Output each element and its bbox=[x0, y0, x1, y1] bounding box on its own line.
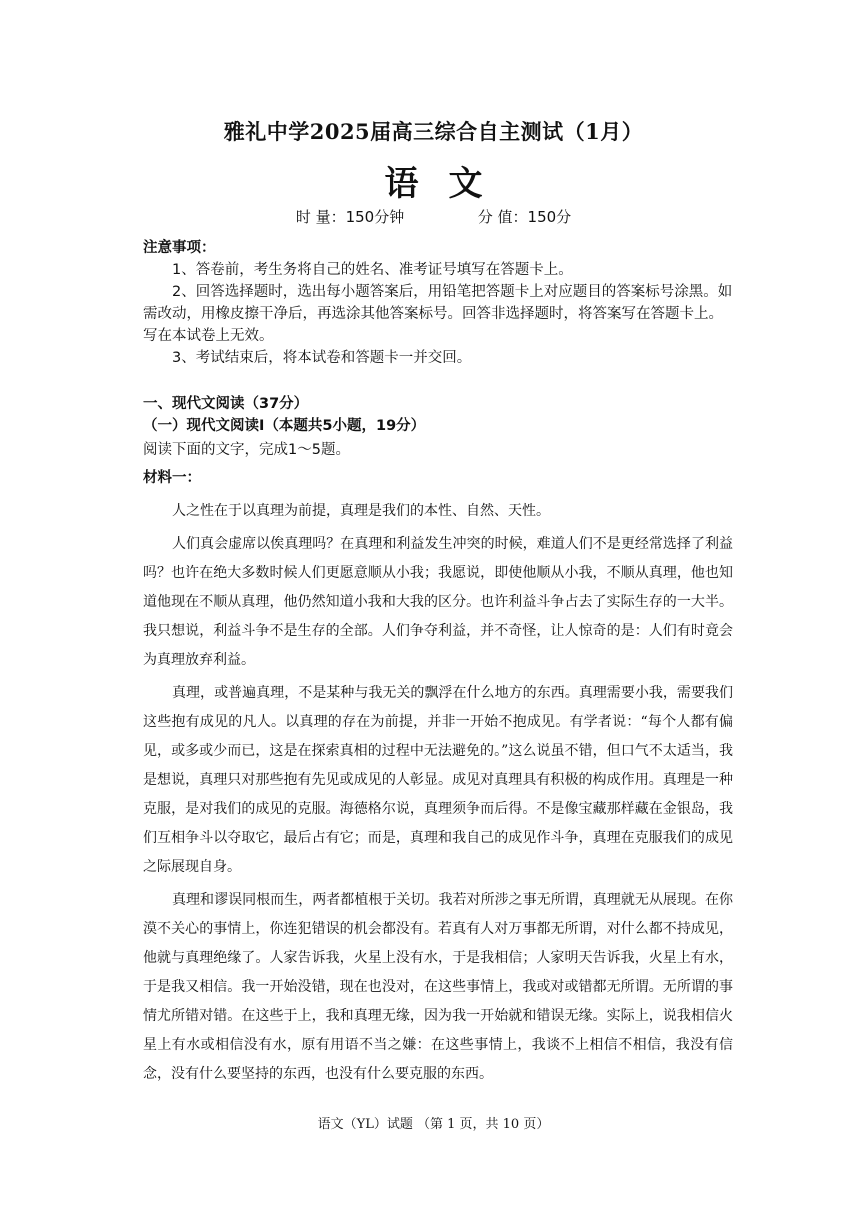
material-label: 材料一： bbox=[143, 470, 201, 486]
article-paragraph: 人们真会虚席以俟真理吗？在真理和利益发生冲突的时候，难道人们不是更经常选择了利益吗？也许在绝大多数时候人们更愿意顺从小我；我愿说，即使他顺从小我，不顺从真理，他也知道他现在不顺从真理，他仍然知道小我和大我的区分。也许利益斗争占去了实际生存的一大半。我只想说，利益斗争不是生存的全部。人们争夺利益，并不奇怪，让人惊奇的是：人们有时竟会为真理放弃利益。 bbox=[143, 536, 733, 668]
section-heading: 一、现代文阅读（37分） bbox=[143, 396, 309, 412]
time-label: 时 量：150分钟 bbox=[295, 208, 405, 226]
notice-block bbox=[143, 237, 733, 369]
article-paragraph: 真理，或普遍真理，不是某种与我无关的飘浮在什么地方的东西。真理需要小我，需要我们这些抱有成见的凡人。以真理的存在为前提，并非一开始不抱成见。有学者说：“每个人都有偏见，或多或少而已，这是在探索真相的过程中无法避免的。”这么说虽不错，但口气不太适当，我是想说，真理只对那些抱有先见或成见的人彰显。成见对真理具有积极的构成作用。真理是一种克服，是对我们的成见的克服。海德格尔说，真理须争而后得。不是像宝藏那样藏在金银岛，我们互相争斗以夺取它，最后占有它；而是，真理和我自己的成见作斗争，真理在克服我们的成见之际展现自身。 bbox=[143, 685, 733, 875]
subject-title: 语文 bbox=[384, 164, 513, 204]
article-body bbox=[143, 497, 733, 1093]
notice-item: 1、答卷前，考生务将自己的姓名、准考证号填写在答题卡上。 bbox=[172, 262, 573, 278]
exam-title: 雅礼中学2025届高三综合自主测试（1月） bbox=[223, 119, 644, 144]
article-paragraph: 真理和谬误同根而生，两者都植根于关切。我若对所涉之事无所谓，真理就无从展现。在你漠不关心的事情上，你连犯错误的机会都没有。若真有人对万事都无所谓，对什么都不持成见，他就与真理绝缘了。人家告诉我，火星上没有水，于是我相信；人家明天告诉我，火星上有水，于是我又相信。我一开始没错，现在也没对，在这些事情上，我或对或错都无所谓。无所谓的事情尤所错对错。在这些于上，我和真理无缘，因为我一开始就和错误无缘。实际上，说我相信火星上有水或相信没有水，原有用语不当之嫌：在这些事情上，我谈不上相信不相信，我没有信念，没有什么要坚持的东西，也没有什么要克服的东西。 bbox=[143, 892, 733, 1082]
notice-item: 3、考试结束后，将本试卷和答题卡一并交回。 bbox=[172, 350, 472, 366]
page-footer: 语文（YL）试题 （第 1 页，共 10 页） bbox=[317, 1117, 550, 1132]
section-subheading: （一）现代文阅读Ⅰ（本题共5小题，19分） bbox=[143, 418, 426, 434]
notice-item: 2、回答选择题时，选出每小题答案后，用铅笔把答题卡上对应题目的答案标号涂黑。如需改动，用橡皮擦干净后，再选涂其他答案标号。回答非选择题时，将答案写在答题卡上。写在本试卷上无效。 bbox=[143, 284, 733, 344]
article-paragraph: 人之性在于以真理为前提，真理是我们的本性、自然、天性。 bbox=[172, 503, 550, 519]
exam-meta bbox=[0, 206, 867, 227]
section-instruction: 阅读下面的文字，完成1～5题。 bbox=[143, 442, 350, 458]
score-label: 分 值：150分 bbox=[477, 208, 572, 226]
notice-title: 注意事项： bbox=[143, 240, 216, 256]
